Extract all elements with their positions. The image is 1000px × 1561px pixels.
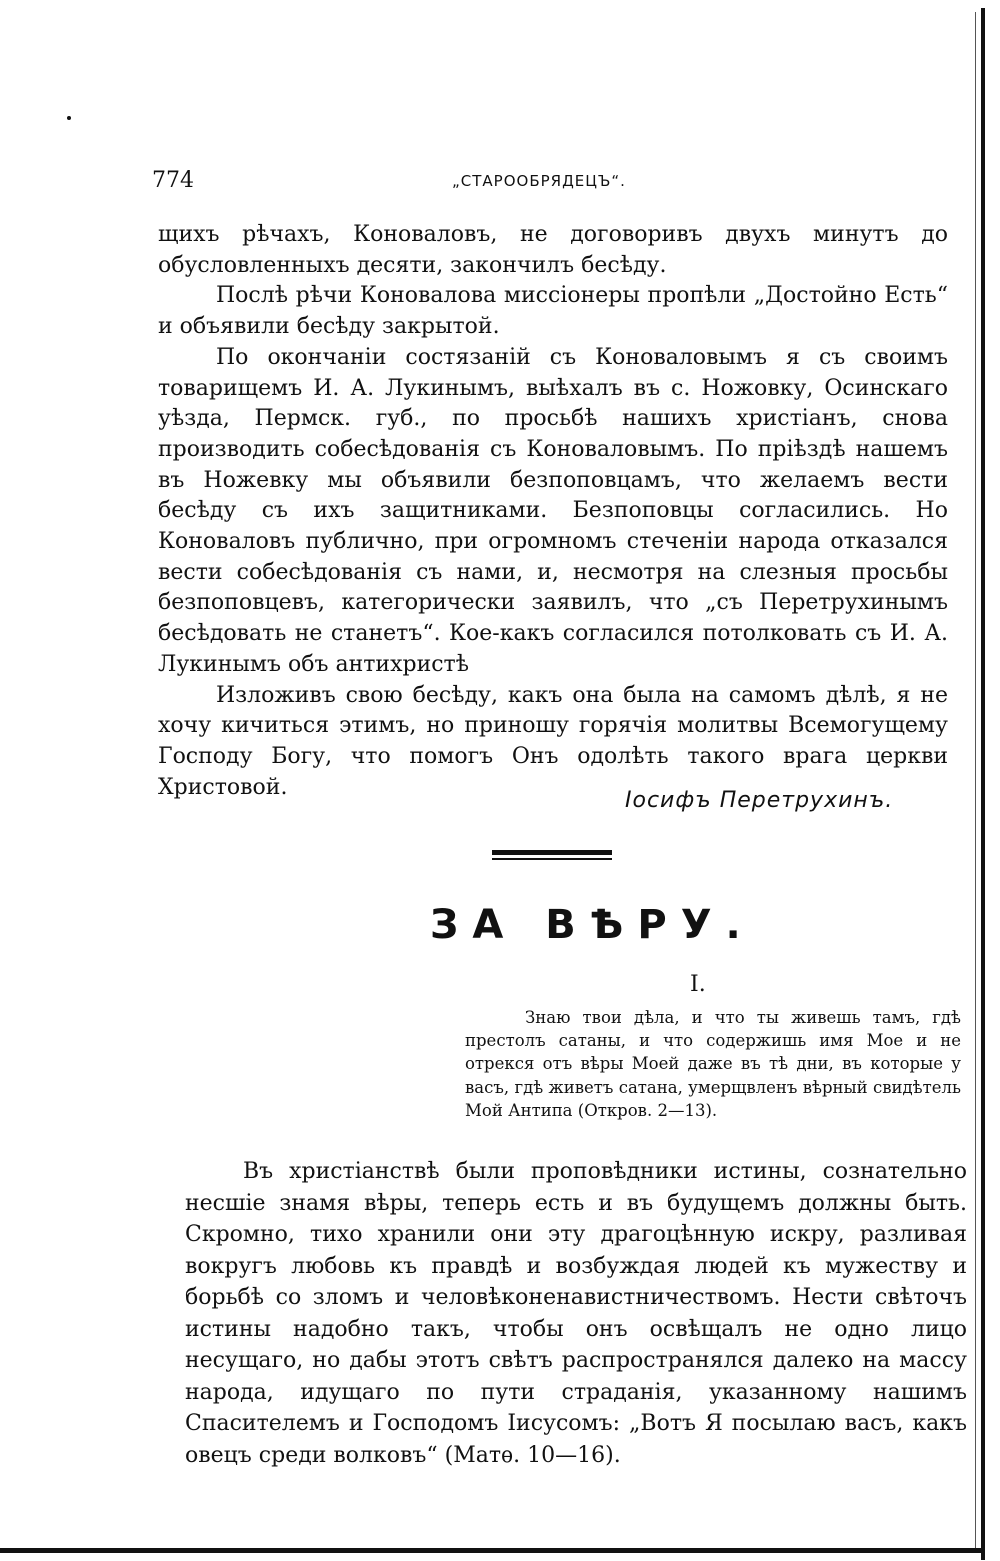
paragraph: Изложивъ свою бесѣду, какъ она была на самомъ дѣлѣ, я не хочу кичиться этимъ, но приношу горячія молитвы Всемогущему Господу Богу, что помогъ Онъ одолѣть такого врага церкви Христовой. (158, 682, 948, 800)
running-title: „СТАРООБРЯДЕЦЪ“. (452, 172, 626, 190)
section-number: I. (690, 972, 706, 997)
paragraph: Въ христіанствѣ были проповѣдники истины, сознательно несшіе знамя вѣры, теперь есть и въ будущемъ должны быть. Скромно, тихо хранили они эту драгоцѣнную искру, разливая вокругъ любовь къ правдѣ и возбуждая людей къ мужеству и борьбѣ со зломъ и человѣконенавистничествомъ. Нести свѣточъ истины надобно такъ, чтобы онъ освѣщалъ не одно лицо несущаго, но дабы этотъ свѣтъ распространялся далеко на массу народа, идущаго по пути страданія, указанному нашимъ Спасителемъ и Господомъ Іисусомъ: „Вотъ Я посылаю васъ, какъ овецъ среди волковъ“ (Матѳ. 10—16). (185, 1159, 967, 1468)
epigraph (465, 1006, 961, 1122)
paragraph: По окончаніи состязаній съ Коноваловымъ я съ своимъ товарищемъ И. А. Лукинымъ, выѣхалъ въ с. Ножовку, Осинскаго уѣзда, Пермск. губ., по просьбѣ нашихъ христіанъ, снова производить собесѣдованія съ Коноваловымъ. По пріѣздѣ нашемъ въ Ножевку мы объявили безпоповцамъ, что желаемъ вести бесѣду съ ихъ защитниками. Безпоповцы согласились. Но Коноваловъ публично, при огромномъ стеченіи народа отказался вести собесѣдованія съ нами, и, несмотря на слезныя просьбы безпоповцевъ, категорически заявилъ, что „съ Перетрухинымъ бесѣдовать не станетъ“. Кое-какъ согласился потолковать съ И. А. Лукинымъ объ антихристѣ (158, 344, 948, 677)
page-edge-rule (981, 8, 985, 1560)
scan-speck (67, 116, 71, 120)
continuation-text (158, 220, 948, 803)
page-edge-line (975, 12, 976, 1552)
article-title: ЗА ВѢРУ. (430, 902, 755, 948)
paragraph: щихъ рѣчахъ, Коноваловъ, не договоривъ двухъ минутъ до обусловленныхъ десяти, закончилъ бесѣду. (158, 222, 948, 278)
paragraph: Послѣ рѣчи Коновалова миссіонеры пропѣли „Достойно Есть“ и объявили бесѣду закрытой. (158, 283, 948, 340)
epigraph-text: Знаю твои дѣла, и что ты живешь тамъ, гдѣ престолъ сатаны, и что содержишь имя Мое и не отрекся отъ вѣры Моей даже въ тѣ дни, въ которые у васъ, гдѣ живетъ сатана, умерщвленъ вѣрный свидѣтель Мой Антипа (Откров. 2—13). (465, 1008, 961, 1120)
divider-thin-line (492, 858, 612, 860)
author-signature: Іосифъ Перетрухинъ. (625, 788, 894, 813)
page-number: 774 (152, 168, 194, 193)
page-bottom-rule (0, 1548, 985, 1553)
article-body (185, 1156, 967, 1471)
section-divider (492, 850, 612, 860)
page-header (152, 168, 942, 198)
divider-thick-line (492, 850, 612, 855)
